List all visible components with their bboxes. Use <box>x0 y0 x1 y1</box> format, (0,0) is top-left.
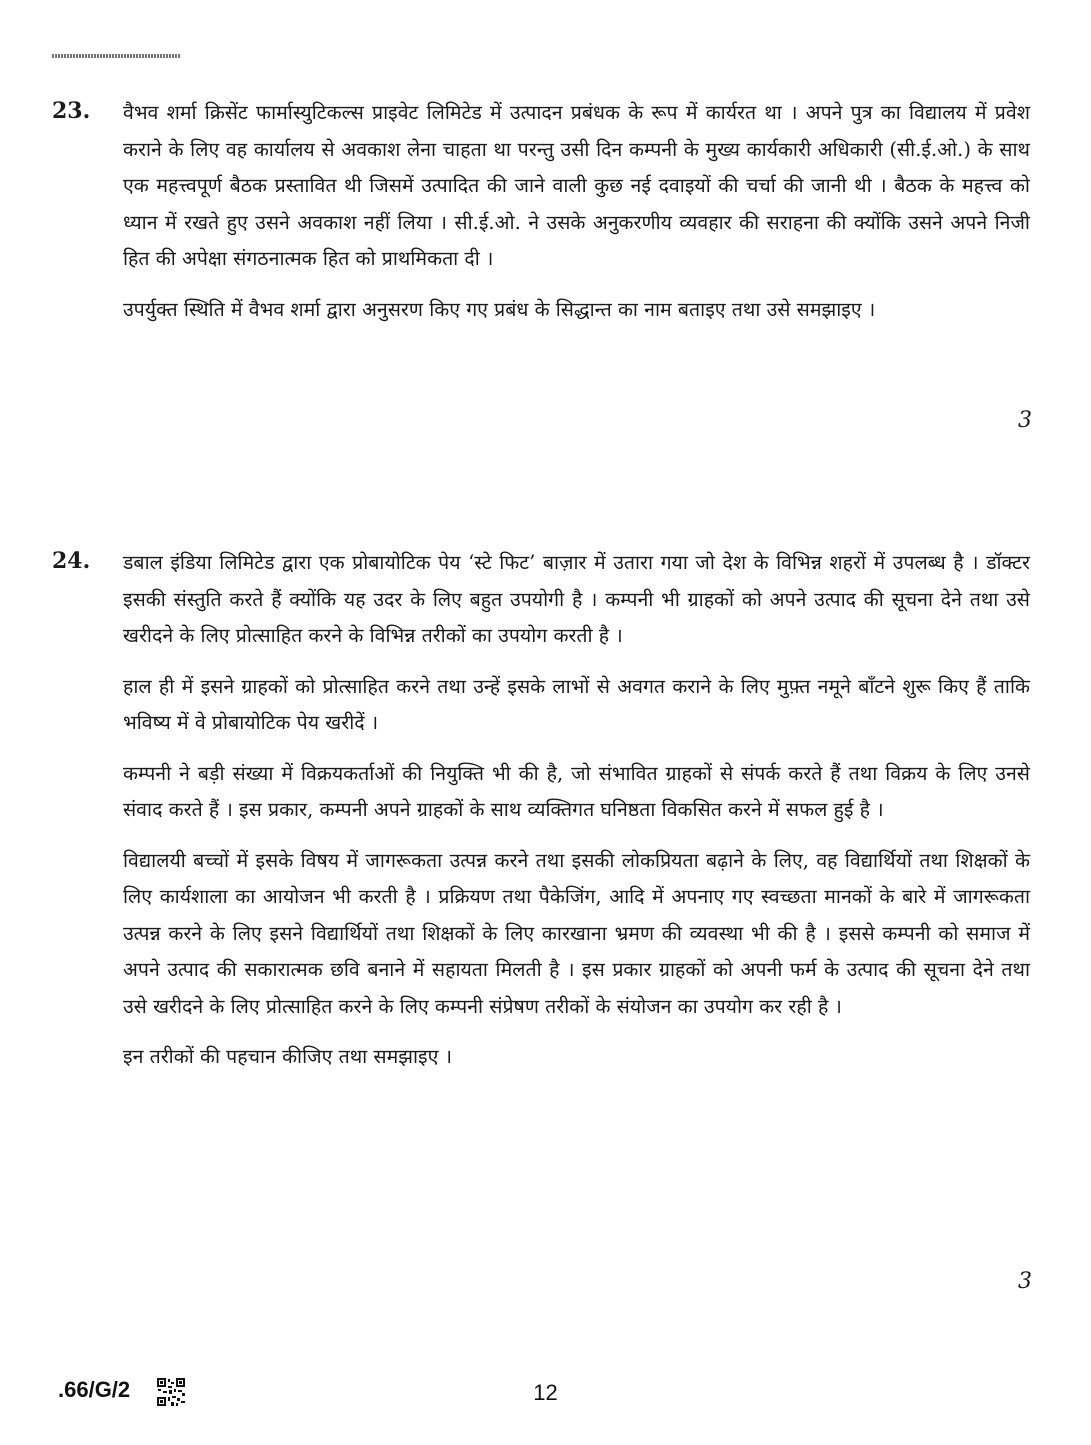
question-number: 23. <box>52 98 91 124</box>
question-paragraph: कम्पनी ने बड़ी संख्या में विक्रयकर्ताओं की नियुक्ति भी की है, जो संभावित ग्राहकों से संपर्क करते हैं तथा विक्रय के लिए उनसे संवाद करते हैं । इस प्रकार, कम्पनी अपने ग्राहकों के साथ व्यक्तिगत घनिष्ठता विकसित करने में सफल हुई है । <box>123 761 1030 821</box>
question-body <box>123 545 1030 1076</box>
question-text: वैभव शर्मा क्रिसेंट फार्मास्युटिकल्स प्राइवेट लिमिटेड में उत्पादन प्रबंधक के रूप में कार्यरत था । अपने पुत्र का विद्यालय में प्रवेश कराने के लिए वह कार्यालय से अवकाश लेना चाहता था परन्तु उसी दिन कम्पनी के मुख्य कार्यकारी अधिकारी (सी.ई.ओ.) के साथ एक महत्त्वपूर्ण बैठक प्रस्तावित थी जिसमें उत्पादित की जाने वाली कुछ नई दवाइयों की चर्चा की जानी थी । बैठक के महत्त्व को ध्यान में रखते हुए उसने अवकाश नहीं लिया । सी.ई.ओ. ने उसके अनुकरणीय व्यवहार की सराहना की क्योंकि उसने अपने निजी हित की अपेक्षा संगठनात्मक हित को प्राथमिकता दी । <box>123 101 1030 270</box>
question-number: 24. <box>52 548 91 574</box>
paper-code: .66/G/2 <box>58 1377 131 1402</box>
question-24 <box>52 545 1042 1305</box>
question-23 <box>52 95 1042 455</box>
header-barcode-strip <box>52 54 180 58</box>
marks: 3 <box>1018 408 1032 433</box>
question-paragraph: हाल ही में इसने ग्राहकों को प्रोत्साहित करने तथा उन्हें इसके लाभों से अवगत कराने के लिए मुफ़्त नमूने बाँटने शुरू किए हैं ताकि भविष्य में वे प्रोबायोटिक पेय खरीदें । <box>123 674 1030 734</box>
question-paragraph: डबाल इंडिया लिमिटेड द्वारा एक प्रोबायोटिक पेय ‘स्टे फिट’ बाज़ार में उतारा गया जो देश के विभिन्न शहरों में उपलब्ध है । डॉक्टर इसकी संस्तुति करते हैं क्योंकि यह उदर के लिए बहुत उपयोगी है । कम्पनी भी ग्राहकों को अपने उत्पाद की सूचना देने तथा उसे खरीदने के लिए प्रोत्साहित करने के विभिन्न तरीकों का उपयोग करती है । <box>123 551 1030 647</box>
question-prompt: इन तरीकों की पहचान कीजिए तथा समझाइए । <box>123 1045 453 1068</box>
page-number: 12 <box>533 1380 558 1405</box>
question-prompt: उपर्युक्त स्थिति में वैभव शर्मा द्वारा अनुसरण किए गए प्रबंध के सिद्धान्त का नाम बताइए तथा उसे समझाइए । <box>123 297 876 321</box>
marks: 3 <box>1018 1269 1032 1294</box>
question-paragraph: विद्यालयी बच्चों में इसके विषय में जागरूकता उत्पन्न करने तथा इसकी लोकप्रियता बढ़ाने के लिए, वह विद्यार्थियों तथा शिक्षकों के लिए कार्यशाला का आयोजन भी करती है । प्रक्रियण तथा पैकेजिंग, आदि में अपनाए गए स्वच्छता मानकों के बारे में जागरूकता उत्पन्न करने के लिए इसने विद्यार्थियों तथा शिक्षकों के लिए कारखाना भ्रमण की व्यवस्था भी की है । इससे कम्पनी को समाज में अपने उत्पाद की सकारात्मक छवि बनाने में सहायता मिलती है । इस प्रकार ग्राहकों को अपनी फर्म के उत्पाद की सूचना देने तथा उसे खरीदने के लिए प्रोत्साहित करने के लिए कम्पनी संप्रेषण तरीकों के संयोजन का उपयोग कर रही है । <box>123 848 1030 1018</box>
question-body <box>123 95 1030 328</box>
